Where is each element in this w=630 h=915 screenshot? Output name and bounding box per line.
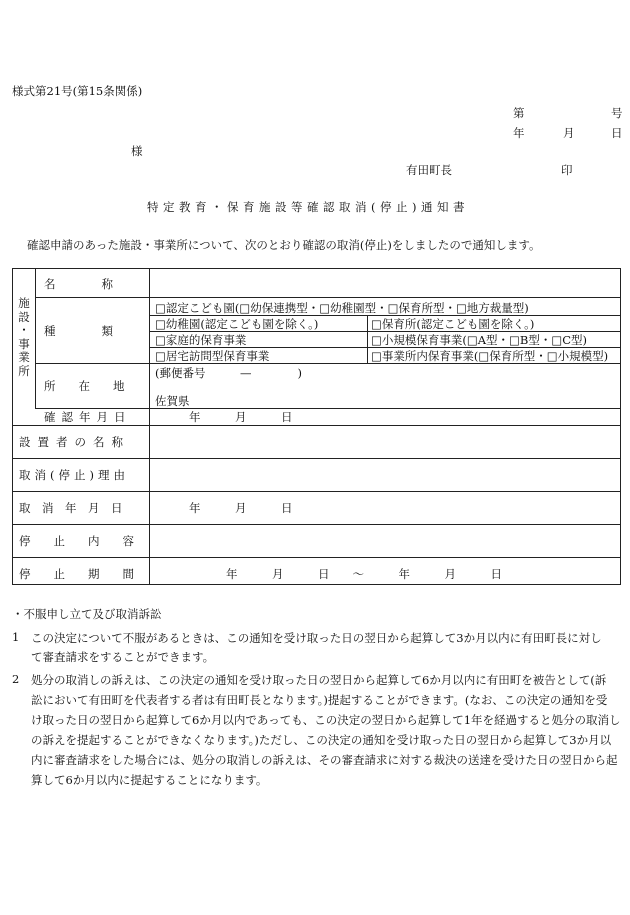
- note-2-number: 2: [12, 672, 20, 686]
- form-number: 様式第21号(第15条関係): [12, 84, 143, 98]
- founder-label: 設置者の名称: [19, 435, 130, 449]
- seal-mark: 印: [561, 163, 573, 177]
- date-year-label: 年: [513, 126, 525, 140]
- option-ninteikodomoen[interactable]: □認定こども園(□幼保連携型・□幼稚園型・□保育所型・□地方裁量型): [155, 301, 529, 315]
- address-label: 所 在 地: [44, 379, 125, 393]
- note-1-line: て審査請求をすることができます。: [31, 650, 215, 664]
- name-label: 名 称: [44, 277, 113, 291]
- option-shoukibo[interactable]: □小規模保育事業(□A型・□B型・□C型): [371, 333, 587, 347]
- notes-heading: ・不服申し立て及び取消訴訟: [12, 607, 162, 621]
- cancel-date-label: 取 消 年 月 日: [19, 501, 123, 515]
- note-1-number: 1: [12, 630, 20, 644]
- date-month-label: 月: [563, 126, 575, 140]
- suspend-content-label: 停 止 内 容: [19, 534, 134, 548]
- page-title: 特定教育・保育施設等確認取消(停止)通知書: [147, 200, 469, 214]
- note-2-line: 訟において有田町を代表者する者は有田町長となります。)提起することができます。(なお、この決定の通知を受: [31, 693, 608, 707]
- note-1-line: この決定について不服があるときは、この通知を受け取った日の翌日から起算して3か月以内に有田町長に対し: [31, 631, 602, 645]
- type-label: 種 類: [44, 324, 113, 338]
- confirm-date-label: 確認年月日: [44, 410, 132, 424]
- note-2-line: 算して6か月以内に提起することになります。: [31, 773, 268, 787]
- date-day-label: 日: [611, 126, 623, 140]
- issuer: 有田町長: [406, 163, 452, 177]
- postal-code: (郵便番号 — ): [155, 366, 302, 380]
- number-prefix: 第: [513, 106, 525, 120]
- note-2-line: け取った日の翌日から起算して6か月以内であっても、この決定の翌日から起算して1年を経過すると処分の取消し: [31, 713, 621, 727]
- reason-label: 取消(停止)理由: [19, 468, 129, 482]
- confirmation-table: [12, 268, 621, 585]
- facility-group-label: 施 設 ・ 事 業 所: [18, 296, 30, 378]
- recipient-suffix: 様: [131, 144, 143, 158]
- confirm-date-value: 年 月 日: [189, 410, 293, 424]
- option-jigyousho[interactable]: □事業所内保育事業(□保育所型・□小規模型): [371, 349, 609, 363]
- option-hoikusho[interactable]: □保育所(認定こども園を除く。): [371, 317, 535, 331]
- note-2-line: の訴えを提起することができなくなります。)ただし、この決定の通知を受け取った日の翌日から起算して3か月以: [31, 733, 612, 747]
- note-2-line: 内に審査請求をした場合には、処分の取消しの訴えは、その審査請求に対する裁決の送達を受けた日の翌日から起: [31, 753, 618, 767]
- option-katei[interactable]: □家庭的保育事業: [155, 333, 247, 347]
- option-kyotaku[interactable]: □居宅訪問型保育事業: [155, 349, 270, 363]
- suspend-period-value: 年 月 日 〜 年 月 日: [226, 567, 502, 581]
- option-youchien[interactable]: □幼稚園(認定こども園を除く。): [155, 317, 319, 331]
- number-suffix: 号: [611, 106, 623, 120]
- suspend-period-label: 停 止 期 間: [19, 567, 134, 581]
- cancel-date-value: 年 月 日: [189, 501, 293, 515]
- note-2-line: 処分の取消しの訴えは、この決定の通知を受け取った日の翌日から起算して6か月以内に有田町を被告として(訴: [31, 673, 607, 687]
- prefecture: 佐賀県: [155, 394, 190, 408]
- intro-text: 確認申請のあった施設・事業所について、次のとおり確認の取消(停止)をしましたので通知します。: [27, 238, 541, 252]
